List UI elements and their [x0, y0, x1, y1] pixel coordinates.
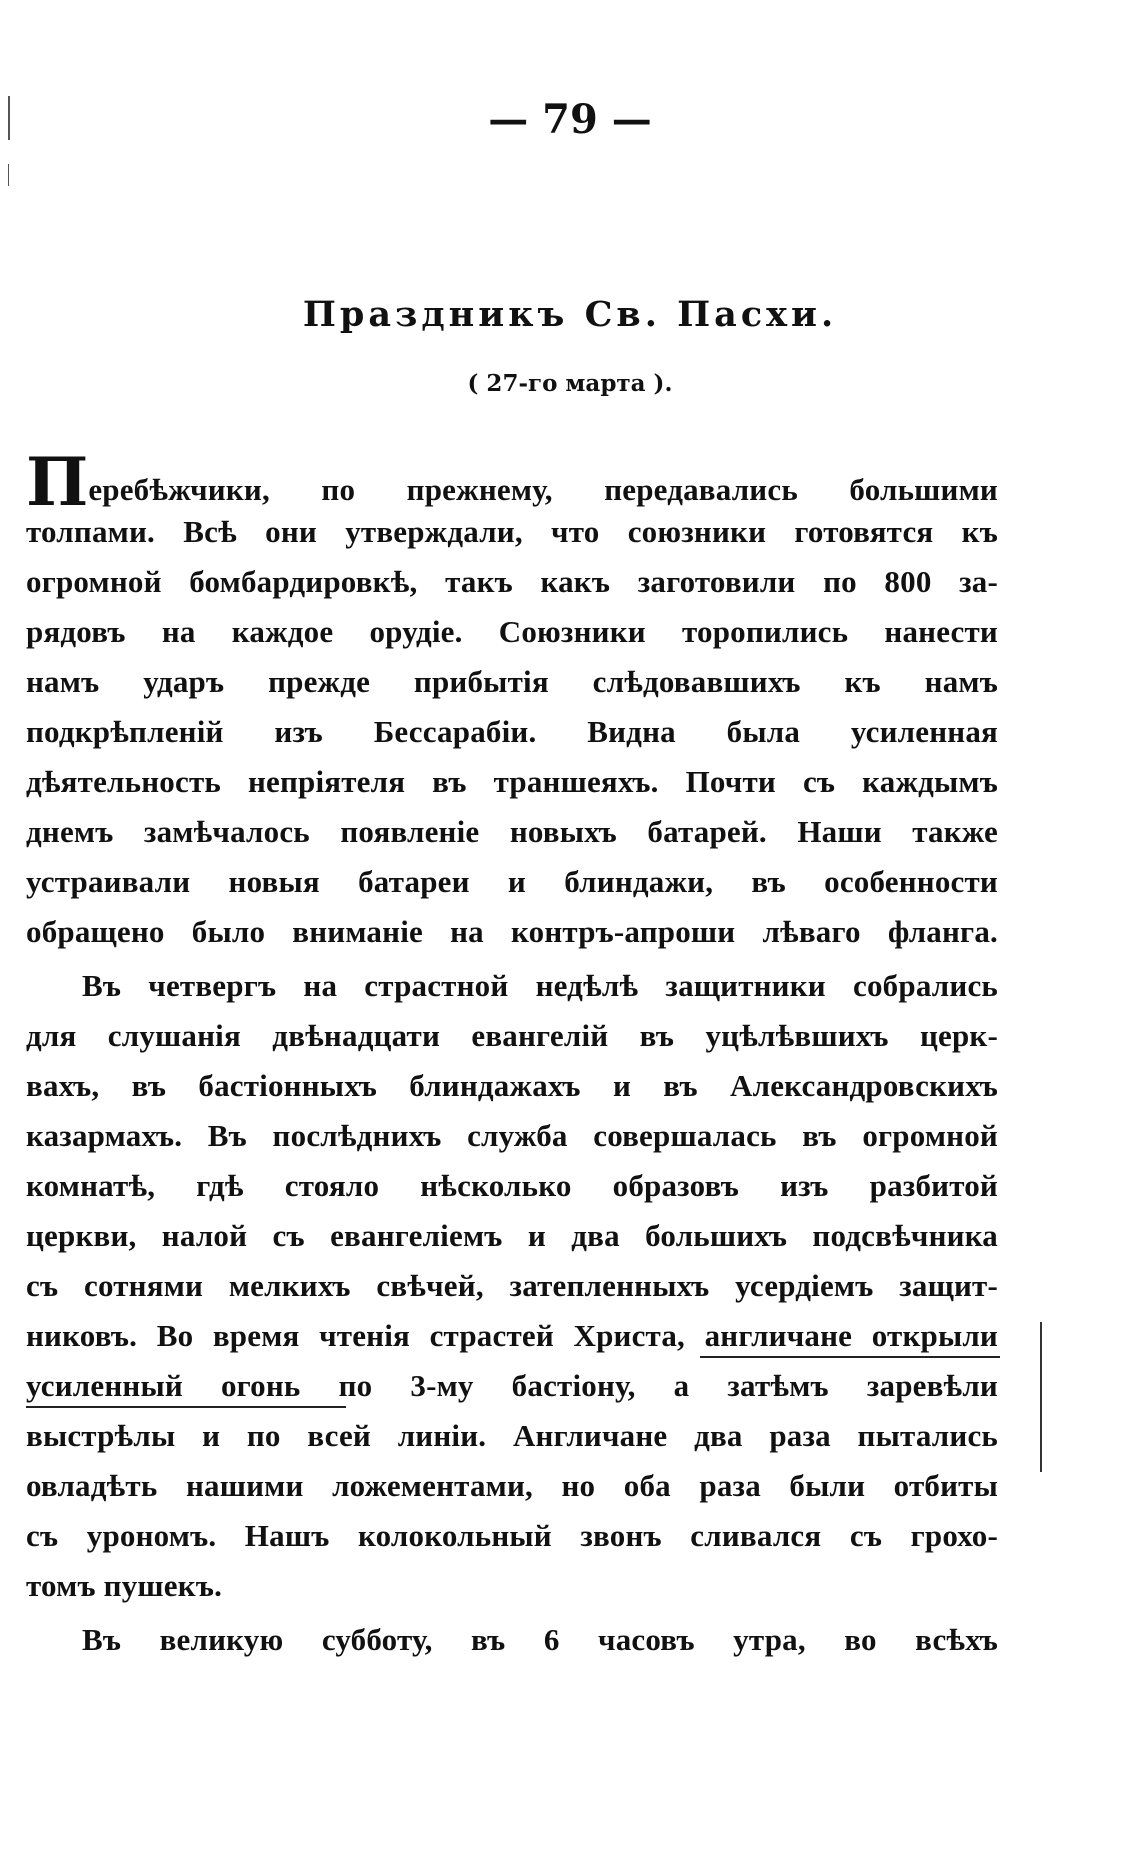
- text-line: церкви, налой съ евангеліемъ и два большихъ подсвѣчника: [26, 1218, 998, 1253]
- text-line: обращено было вниманіе на контръ-апроши лѣваго фланга.: [26, 914, 998, 949]
- margin-mark: [1040, 1322, 1042, 1472]
- text-line: съ урономъ. Нашъ колокольный звонъ сливался съ грохо-: [26, 1518, 998, 1553]
- text-line: Въ четвергъ на страстной недѣлѣ защитники собрались: [82, 968, 998, 1003]
- handwritten-underline: [26, 1406, 346, 1408]
- drop-cap: П: [26, 443, 89, 521]
- text-line: для слушанія двѣнадцати евангелій въ уцѣлѣвшихъ церк-: [26, 1018, 998, 1053]
- handwritten-underline: [700, 1356, 1000, 1358]
- chapter-title: Праздникъ Св. Пасхи.: [302, 294, 838, 335]
- text-line: томъ пушекъ.: [26, 1568, 223, 1603]
- text-line: овладѣть нашими ложементами, но оба раза были отбиты: [26, 1468, 998, 1503]
- scan-edge-mark: [8, 164, 9, 186]
- text-line: никовъ. Во время чтенія страстей Христа, англичане открыли: [26, 1318, 998, 1353]
- text-line: комнатѣ, гдѣ стояло нѣсколько образовъ изъ разбитой: [26, 1168, 998, 1203]
- text-line: рядовъ на каждое орудіе. Союзники торопились нанести: [26, 614, 998, 649]
- text-line: выстрѣлы и по всей линіи. Англичане два раза пытались: [26, 1418, 998, 1453]
- text-line: усиленный огонь по 3-му бастіону, а затѣмъ заревѣли: [26, 1368, 998, 1403]
- text-line: дѣятельность непріятеля въ траншеяхъ. Почти съ каждымъ: [26, 764, 998, 799]
- text-line: намъ ударъ прежде прибытія слѣдовавшихъ къ намъ: [26, 664, 998, 699]
- text-line: Въ великую субботу, въ 6 часовъ утра, во всѣхъ: [82, 1622, 998, 1657]
- text-line: казармахъ. Въ послѣднихъ служба совершалась въ огромной: [26, 1118, 998, 1153]
- text-line: вахъ, въ бастіонныхъ блиндажахъ и въ Александровскихъ: [26, 1068, 998, 1103]
- text-line: огромной бомбардировкѣ, такъ какъ заготовили по 800 за-: [26, 564, 998, 599]
- text-line: съ сотнями мелкихъ свѣчей, затепленныхъ усердіемъ защит-: [26, 1268, 998, 1303]
- text-line: подкрѣпленій изъ Бессарабіи. Видна была усиленная: [26, 714, 998, 749]
- chapter-date: ( 27-го марта ).: [467, 370, 673, 397]
- text-line-content: еребѣжчики, по прежнему, передавались большими: [88, 472, 998, 507]
- text-line: устраивали новыя батареи и блиндажи, въ особенности: [26, 864, 998, 899]
- text-line: [26, 443, 998, 521]
- page-number: — 79 —: [488, 96, 652, 143]
- text-line: днемъ замѣчалось появленіе новыхъ батарей. Наши также: [26, 814, 998, 849]
- text-line: толпами. Всѣ они утверждали, что союзники готовятся къ: [26, 514, 998, 549]
